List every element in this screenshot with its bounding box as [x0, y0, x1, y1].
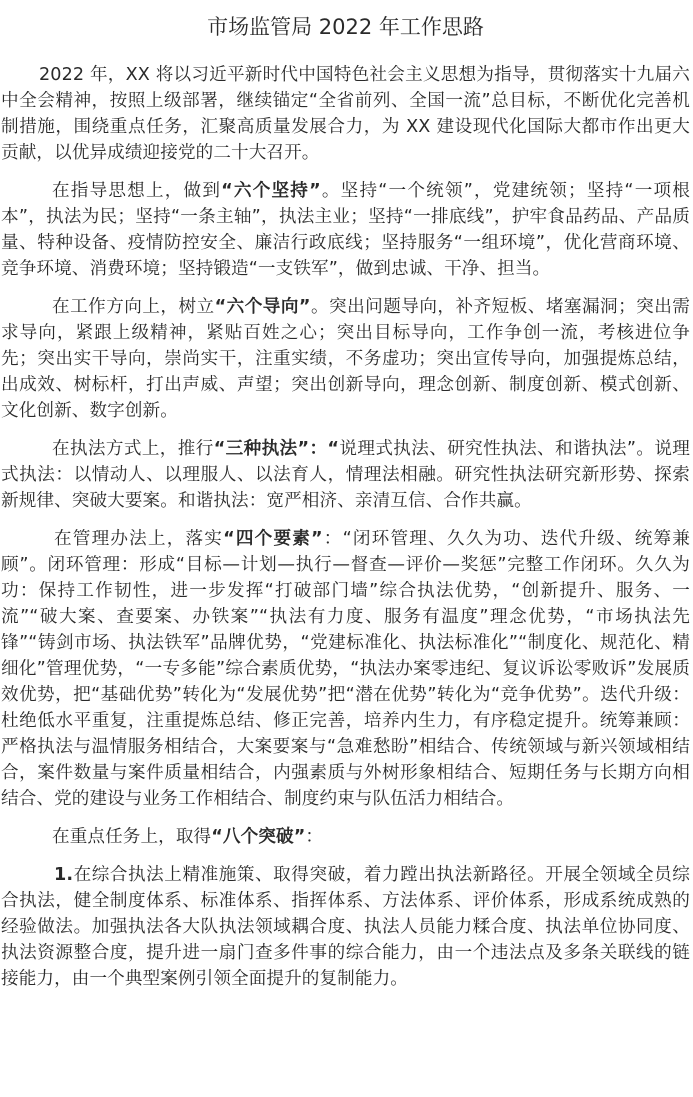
paragraph-body: 说理式执法、研究性执法、和谐执法”。说理式执法：以情动人、以理服人、以法育人，情理法相融。研究性执法研究新形势、探索新规律、突破大要案。和谐执法：宽严相济、亲清互信、合作共赢。 [1, 439, 690, 511]
paragraph-task-1 [1, 862, 690, 992]
paragraph-lead: 在指导思想上，做到 [52, 181, 222, 201]
paragraph-management-methods [1, 526, 690, 812]
paragraph-body: ：“闭环管理、久久为功、迭代升级、统筹兼顾”。闭环管理：形成“目标—计划—执行—督查—评价—奖惩”完整工作闭环。久久为功：保持工作韧性，进一步发挥“打破部门墙”综合执法优势，“创新提升、服务、一流”“破大案、查要案、办铁案”“执法有力度、服务有温度”理念优势，“市场执法先锋”“铸剑市场、执法铁军”品牌优势，“党建标准化、执法标准化”“制度化、规范化、精细化”管理优势，“一专多能”综合素质优势，“执法办案零违纪、复议诉讼零败诉”发展质效优势，把“基础优势”转化为“发展优势”把“潜在优势”转化为“竞争优势”。迭代升级：杜绝低水平重复，注重提炼总结、修正完善，培养内生力，有序稳定提升。统筹兼顾：严格执法与温情服务相结合，大案要案与“急难愁盼”相结合、传统领域与新兴领域相结合，案件数量与案件质量相结合，内强素质与外树形象相结合、短期任务与长期方向相结合、党的建设与业务工作相结合、制度约束与队伍活力相结合。 [1, 529, 690, 809]
emphasis-four-elements: “四个要素” [223, 529, 323, 549]
paragraph-guiding-thought [1, 178, 690, 282]
paragraph-body: 。突出问题导向，补齐短板、堵塞漏洞；突出需求导向，紧跟上级精神，紧贴百姓之心；突出目标导向，工作争创一流，考核进位争先；突出实干导向，崇尚实干，注重实绩，不务虚功；突出宣传导向，加强提炼总结，出成效、树标杆，打出声威、声望；突出创新导向，理念创新、制度创新、模式创新、文化创新、数字创新。 [1, 297, 690, 421]
paragraph-body: 。坚持“一个统领”，党建统领；坚持“一项根本”，执法为民；坚持“一条主轴”，执法主业；坚持“一排底线”，护牢食品药品、产品质量、特种设备、疫情防控安全、廉洁行政底线；坚持服务“一组环境”，优化营商环境、竞争环境、消费环境；坚持锻造“一支铁军”，做到忠诚、干净、担当。 [1, 181, 690, 279]
paragraph-key-tasks [1, 824, 690, 850]
paragraph-lead: 在重点任务上，取得 [52, 827, 212, 847]
paragraph-work-direction [1, 294, 690, 424]
emphasis-three-enforcements: “三种执法”：“ [213, 439, 340, 459]
paragraph-lead: 在工作方向上，树立 [52, 297, 215, 317]
paragraph-body: ： [305, 827, 324, 847]
paragraph-body: 在综合执法上精准施策、取得突破，着力蹚出执法新路径。开展全领域全员综合执法，健全制度体系、标准体系、指挥体系、方法体系、评价体系，形成系统成熟的经验做法。加强执法各大队执法领域耦合度、执法人员能力糅合度、执法单位协同度、执法资源整合度，提升进一扇门查多件事的综合能力，由一个违法点及多条关联线的链接能力，由一个典型案例引领全面提升的复制能力。 [1, 865, 690, 989]
paragraph-intro: 2022 年，XX 将以习近平新时代中国特色社会主义思想为指导，贯彻落实十九届六中全会精神，按照上级部署，继续锚定“全省前列、全国一流”总目标，不断优化完善机制措施，围绕重点任务，汇聚高质量发展合力，为 XX 建设现代化国际大都市作出更大贡献，以优异成绩迎接党的二十大召开。 [1, 65, 690, 163]
emphasis-six-orientations: “六个导向” [214, 297, 311, 317]
document-title: 市场监管局 2022 年工作思路 [207, 15, 484, 39]
emphasis-six-persistences: “六个坚持” [221, 181, 321, 201]
emphasis-eight-breakthroughs: “八个突破” [211, 827, 306, 847]
paragraph-lead: 在执法方式上，推行 [52, 439, 214, 459]
list-number: 1. [54, 865, 74, 885]
paragraph-lead: 在管理办法上，落实 [54, 529, 224, 549]
paragraph-enforcement-methods [1, 436, 690, 514]
